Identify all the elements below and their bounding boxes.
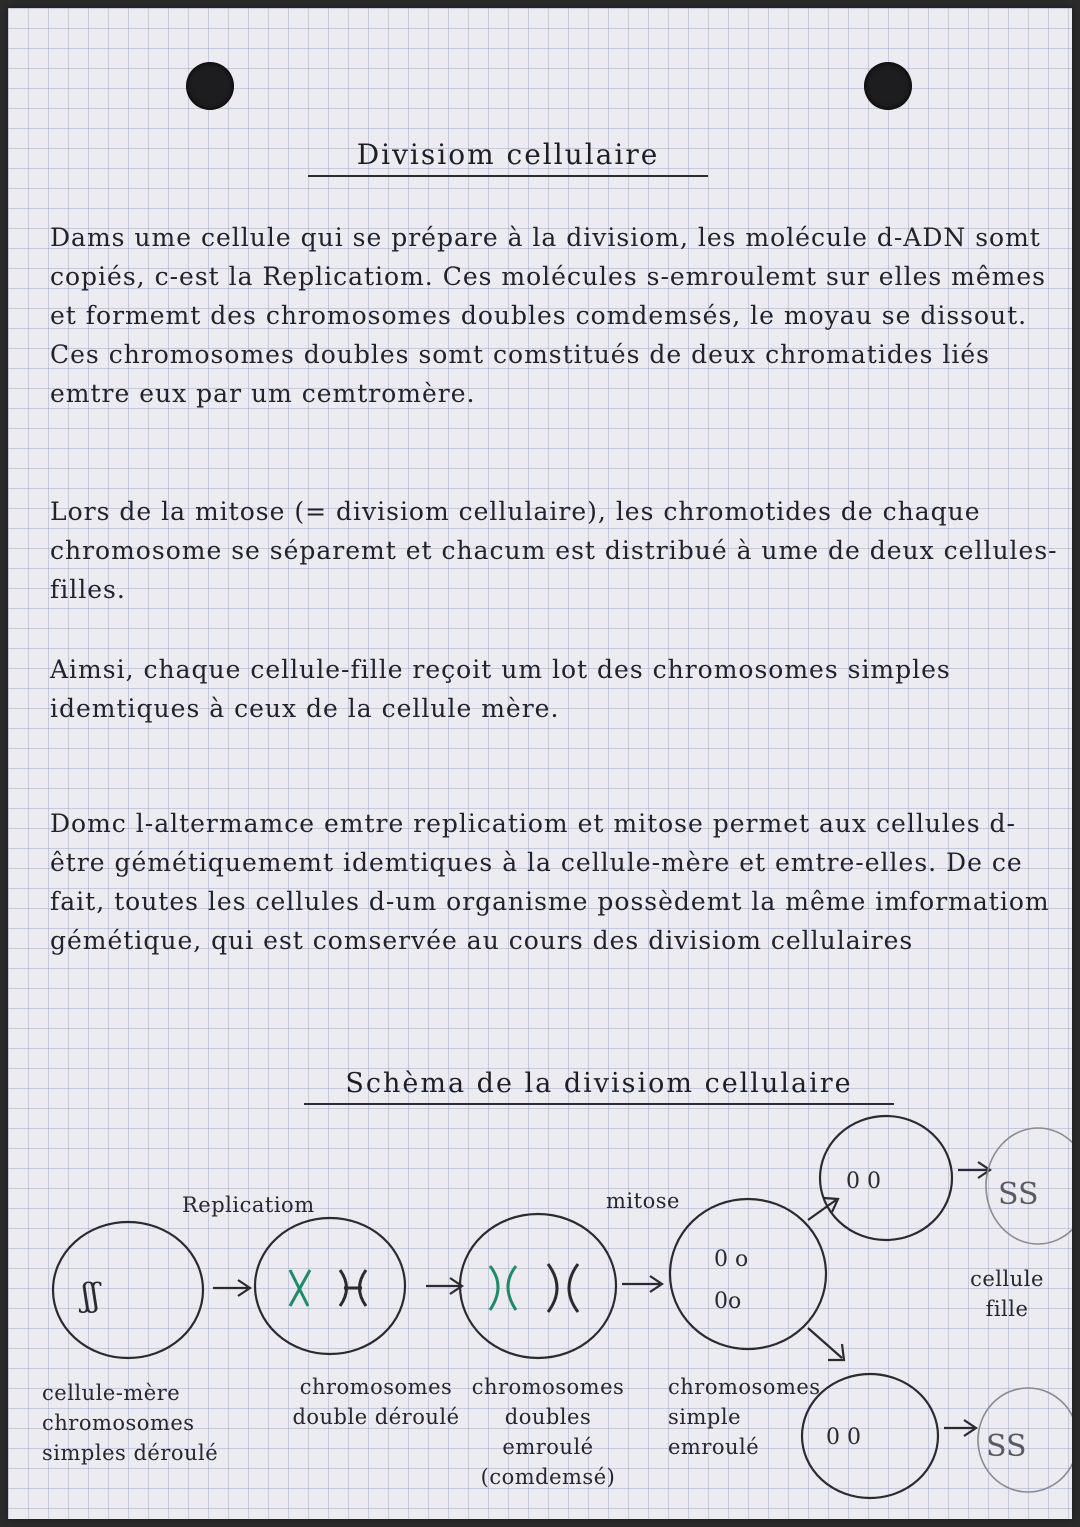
arrow-icon bbox=[944, 1420, 976, 1436]
arrow-icon bbox=[426, 1278, 462, 1294]
arrow-icon bbox=[622, 1276, 662, 1292]
chromosome-dots-icon: 0 0 bbox=[846, 1169, 881, 1194]
cell-division-diagram bbox=[8, 8, 1072, 1519]
arrow-icon bbox=[808, 1328, 844, 1360]
dark-chromosome-icon bbox=[340, 1270, 366, 1306]
diagram-title: Schèma de la divisiom cellulaire bbox=[304, 1068, 894, 1105]
daughter-cell-label: cellule fille bbox=[970, 1267, 1044, 1321]
simple-unrolled-chromosomes: ʃʃ bbox=[82, 1276, 100, 1314]
cell-simple-rolled bbox=[670, 1199, 826, 1349]
mitose-label: mitose bbox=[606, 1189, 680, 1213]
replication-label: Replicatiom bbox=[182, 1193, 315, 1217]
chromosome-dots-icon: 0 o bbox=[714, 1247, 749, 1272]
double-unrolled-label: chromosomes double déroulé bbox=[292, 1375, 460, 1429]
simple-chromosomes-icon: SS bbox=[986, 1429, 1027, 1464]
paragraph-mitose: Lors de la mitose (= divisiom cellulaire), les chromotides de chaque chromosome se séparemt et chacum est distribué à ume de deux cellules-filles. bbox=[50, 497, 1058, 604]
page-title: Divisiom cellulaire bbox=[308, 138, 708, 177]
daughter-cell-bottom bbox=[802, 1374, 938, 1498]
simple-chromosomes-icon: SS bbox=[998, 1177, 1039, 1212]
simple-rolled-label: chromosomes simple emroulé bbox=[668, 1375, 821, 1459]
cell-double-condensed bbox=[460, 1214, 616, 1358]
chromosome-dots-icon: 0o bbox=[714, 1289, 742, 1314]
mother-cell bbox=[53, 1222, 203, 1358]
cell-double-unrolled bbox=[255, 1218, 405, 1354]
dark-condensed-chromosome-icon bbox=[548, 1264, 578, 1312]
notebook-page bbox=[8, 8, 1072, 1519]
paragraph-replication: Dams ume cellule qui se prépare à la divisiom, les molécule d-ADN somt copiés, c-est la Replicatiom. Ces molécules s-emroulemt sur elles mêmes et formemt des chromosomes doubles comdemsés, le moyau se dissout. Ces chromosomes doubles somt comstitués de deux chromatides liés emtre eux par um cemtromère. bbox=[50, 223, 1046, 408]
double-rolled-label: chromosomes doubles emroulé (comdemsé) bbox=[471, 1375, 625, 1489]
paragraph-daughter-cells: Aimsi, chaque cellule-fille reçoit um lot des chromosomes simples idemtiques à ceux de la cellule mère. bbox=[50, 655, 951, 723]
mother-cell-label: cellule-mère chromosomes simples déroulé bbox=[42, 1381, 219, 1465]
green-chromosome-icon bbox=[290, 1270, 310, 1306]
daughter-cell-top bbox=[820, 1116, 952, 1240]
chromosome-dots-icon: 0 0 bbox=[826, 1425, 861, 1450]
paragraph-conclusion: Domc l-altermamce emtre replicatiom et mitose permet aux cellules d-être gémétiquememt idemtiques à la cellule-mère et emtre-elles. De ce fait, toutes les cellules d-um organisme possèdemt la même imformatiom gémétique, qui est comservée au cours des divisiom cellulaires bbox=[50, 809, 1050, 955]
green-condensed-chromosome-icon bbox=[490, 1266, 516, 1310]
arrow-icon bbox=[213, 1280, 250, 1296]
arrow-icon bbox=[958, 1162, 990, 1178]
